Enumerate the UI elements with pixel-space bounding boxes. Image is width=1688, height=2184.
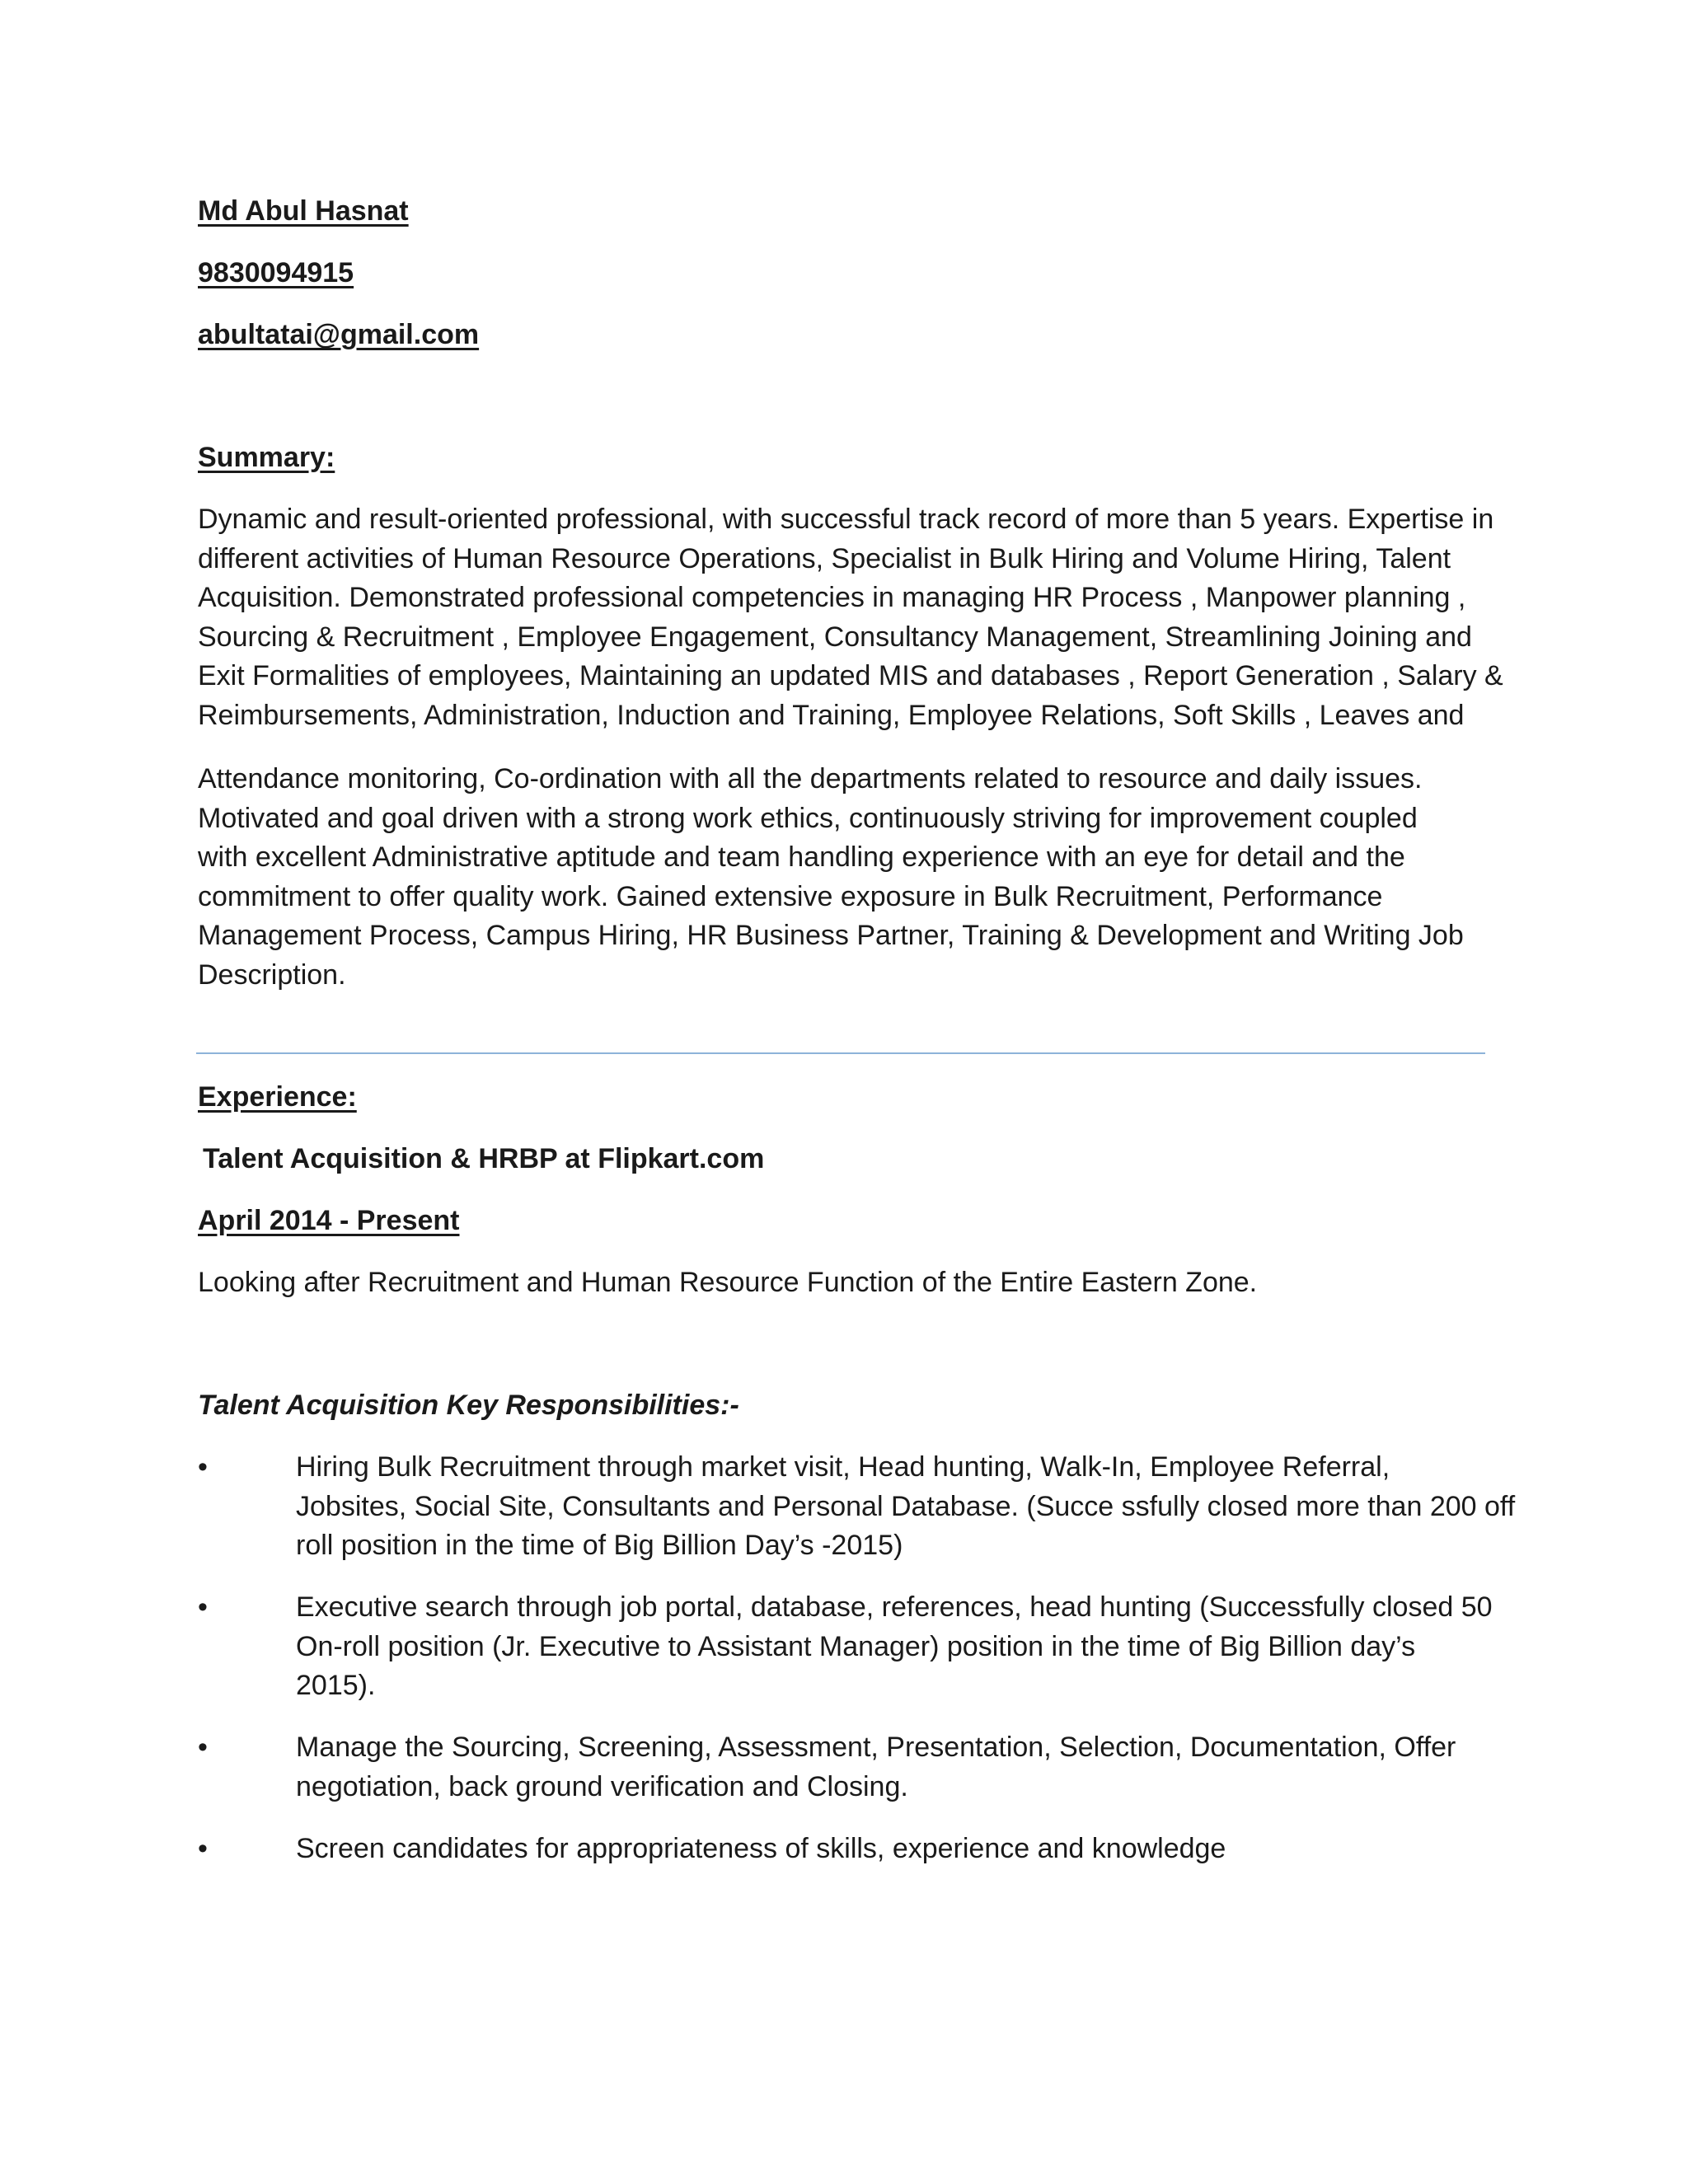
job-period: April 2014 - Present: [198, 1205, 460, 1236]
job-description: Looking after Recruitment and Human Resource Function of the Entire Eastern Zone.: [198, 1267, 1258, 1298]
candidate-name: Md Abul Hasnat: [198, 195, 409, 227]
bullet-icon: •: [198, 1591, 208, 1623]
responsibilities-heading: Talent Acquisition Key Responsibilities:-: [198, 1390, 739, 1421]
responsibility-line: 2015).: [296, 1670, 376, 1701]
section-divider: [196, 1052, 1485, 1054]
summary-line: Sourcing & Recruitment , Employee Engagement, Consultancy Management, Streamlining Joining and: [198, 621, 1472, 653]
responsibility-line: On-roll position (Jr. Executive to Assistant Manager) position in the time of Big Billion day’s: [296, 1630, 1416, 1662]
responsibility-line: roll position in the time of Big Billion Day’s -2015): [296, 1530, 903, 1561]
summary-line: Attendance monitoring, Co-ordination with all the departments related to resource and daily issues.: [198, 763, 1423, 794]
experience-heading: Experience:: [198, 1081, 357, 1113]
summary-heading: Summary:: [198, 442, 335, 473]
summary-line: different activities of Human Resource Operations, Specialist in Bulk Hiring and Volume Hiring, Talent: [198, 542, 1451, 574]
summary-paragraph-2: [198, 760, 1500, 995]
responsibility-line: negotiation, back ground verification and Closing.: [296, 1770, 908, 1802]
summary-line: with excellent Administrative aptitude and team handling experience with an eye for detail and the: [198, 841, 1405, 873]
summary-line: Exit Formalities of employees, Maintaining an updated MIS and databases , Report Generation , Salary &: [198, 660, 1503, 691]
summary-line: Motivated and goal driven with a strong work ethics, continuously striving for improvement coupled: [198, 802, 1418, 834]
phone-number: 9830094915: [198, 257, 354, 288]
summary-line: Dynamic and result-oriented professional, with successful track record of more than 5 years. Expertise in: [198, 504, 1494, 535]
responsibility-line: Screen candidates for appropriateness of skills, experience and knowledge: [296, 1833, 1226, 1864]
summary-line: Reimbursements, Administration, Induction and Training, Employee Relations, Soft Skills , Leaves and: [198, 699, 1465, 731]
summary-line: Description.: [198, 958, 346, 991]
bullet-icon: •: [198, 1451, 208, 1483]
summary-line: commitment to offer quality work. Gained extensive exposure in Bulk Recruitment, Performance: [198, 880, 1383, 912]
responsibility-line: Executive search through job portal, database, references, head hunting (Successfully closed 50: [296, 1591, 1493, 1623]
responsibility-line: Hiring Bulk Recruitment through market visit, Head hunting, Walk-In, Employee Referral,: [296, 1451, 1390, 1483]
responsibility-line: Jobsites, Social Site, Consultants and Personal Database. (Succe ssfully closed more than 200 off: [296, 1490, 1516, 1522]
email-address: abultatai@gmail.com: [198, 319, 480, 350]
job-title: Talent Acquisition & HRBP at Flipkart.com: [203, 1143, 765, 1174]
bullet-icon: •: [198, 1732, 208, 1763]
bullet-icon: •: [198, 1833, 208, 1864]
responsibility-line: Manage the Sourcing, Screening, Assessment, Presentation, Selection, Documentation, Offer: [296, 1732, 1456, 1763]
summary-line: Acquisition. Demonstrated professional competencies in managing HR Process , Manpower planning ,: [198, 582, 1466, 613]
summary-paragraph-1: [198, 500, 1503, 735]
summary-line: Management Process, Campus Hiring, HR Business Partner, Training & Development and Writing Job: [198, 920, 1464, 951]
